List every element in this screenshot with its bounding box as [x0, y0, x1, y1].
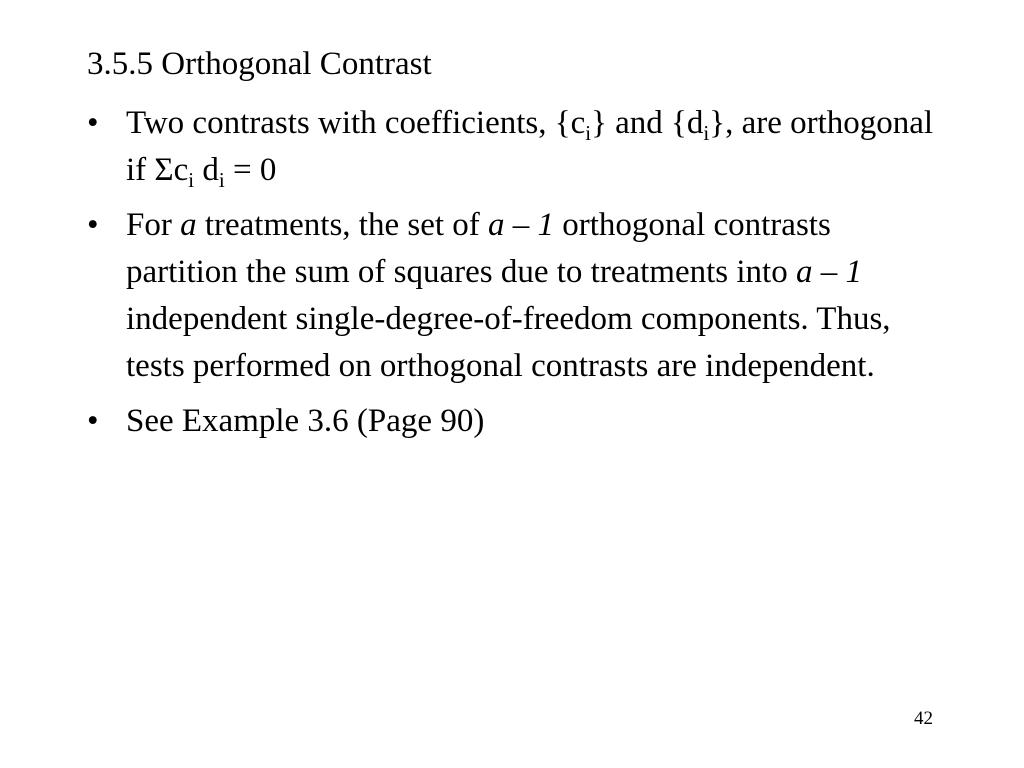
bullet-text: d [194, 152, 219, 188]
bullet-list [86, 100, 946, 453]
bullet-item-orthogonal-definition [86, 100, 946, 194]
bullet-icon: • [87, 105, 99, 141]
bullet-text: For [126, 207, 181, 243]
italic-expression: a – 1 [488, 207, 555, 243]
bullet-text: independent single-degree-of-freedom components. Thus, tests performed on orthogonal contrasts are independent. [126, 301, 891, 384]
bullet-text: }, are orthogonal if Σc [126, 105, 934, 188]
bullet-item-treatments-partition [86, 202, 946, 390]
bullet-text: orthogonal contrasts partition the sum of squares due to treatments into [126, 207, 831, 290]
italic-expression: a – 1 [795, 254, 862, 290]
subscript: i [585, 121, 592, 145]
bullet-text: Two contrasts with coefficients, {c [126, 105, 586, 141]
subscript: i [218, 168, 225, 192]
bullet-text: treatments, the set of [196, 207, 489, 243]
bullet-icon: • [87, 403, 99, 439]
bullet-text: } and {d [591, 105, 704, 141]
subscript: i [703, 121, 710, 145]
bullet-item-see-example [86, 398, 946, 445]
italic-symbol: a [180, 207, 197, 243]
bullet-icon: • [87, 207, 99, 243]
bullet-text: = 0 [224, 152, 277, 188]
subscript: i [188, 168, 195, 192]
bullet-text: See Example 3.6 (Page 90) [126, 403, 485, 439]
slide-title: 3.5.5 Orthogonal Contrast [87, 46, 432, 82]
page-number: 42 [914, 708, 933, 729]
